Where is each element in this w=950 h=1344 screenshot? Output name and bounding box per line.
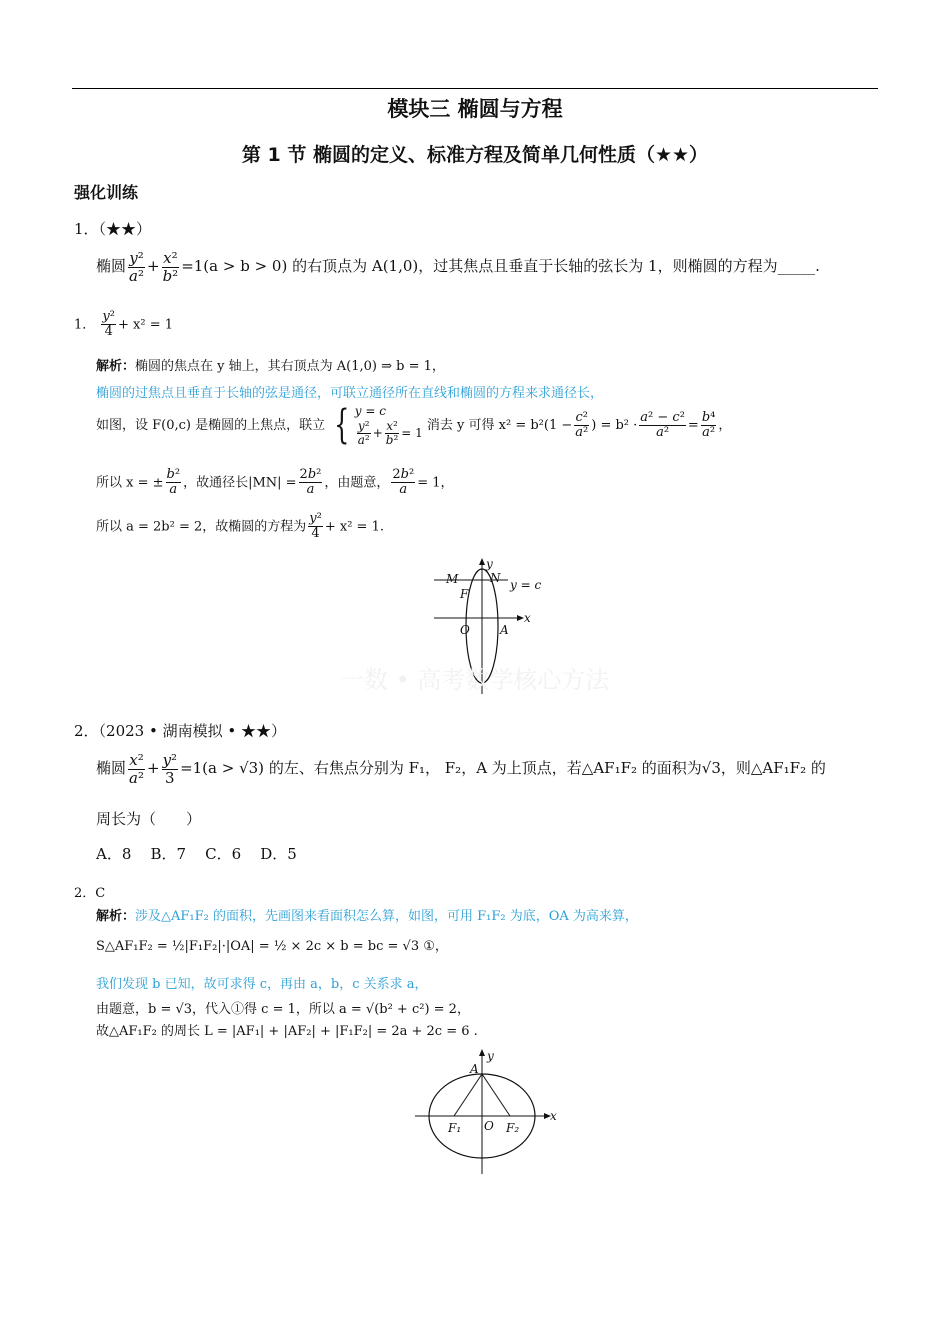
problem2-options bbox=[96, 843, 297, 864]
fig2-label-F2: F₂ bbox=[506, 1121, 520, 1135]
fig1-x-arrow bbox=[517, 615, 524, 621]
fig2-label-A: A bbox=[470, 1062, 479, 1076]
problem2-statement-line2: 周长为（ ） bbox=[96, 810, 202, 828]
option-c: C．6 bbox=[205, 845, 242, 863]
problem1-analysis-line4: 所以 x = ± $\frac{\text{b²}}{a}$ ，故通径长|MN| = $\frac{\text{2b²}}{a}$ ，由题意， $\frac{\text{2b²}}{a}$ = 1， bbox=[96, 467, 454, 498]
fig2-label-x: x bbox=[550, 1109, 557, 1123]
problem2-area-formula: S△AF₁F₂ = ½|F₁F₂|·|OA| = ½ × 2c × b = bc = √3 ①， bbox=[96, 939, 448, 954]
fig1-label-y: y bbox=[486, 557, 493, 571]
line4c: ，由题意， bbox=[324, 475, 390, 491]
problem2-analysis-line1 bbox=[96, 905, 638, 924]
problem1-answer: 1． $\frac{\text{y²}}{4}$ + x² = 1 bbox=[74, 309, 173, 340]
problem2-condition: =1(a > √3) bbox=[180, 759, 265, 777]
option-a: A．8 bbox=[96, 845, 132, 863]
fig2-y-arrow bbox=[479, 1049, 485, 1056]
fig1-label-F: F bbox=[460, 587, 469, 601]
line4d: = 1， bbox=[417, 475, 454, 491]
fig2-line-AF1 bbox=[454, 1074, 482, 1116]
section-label: 强化训练 bbox=[74, 183, 139, 202]
fig1-label-A: A bbox=[500, 623, 509, 637]
problem1-analysis-line5: 所以 a = 2b² = 2，故椭圆的方程为 $\frac{\text{y²}}{4}$ + x² = 1. bbox=[96, 511, 384, 542]
fig1-label-yc: y = c bbox=[510, 578, 542, 592]
fig2-label-F1: F₁ bbox=[448, 1121, 462, 1135]
equation-system: y = c $\frac{\text{y²}}{\text{a²}}$ + $\frac{\text{x²}}{\text{b²}}$ = 1 bbox=[354, 404, 423, 447]
analysis-text: 椭圆的焦点在 y 轴上，其右顶点为 A(1,0) ⇒ b = 1， bbox=[135, 359, 445, 374]
figure2-ellipse bbox=[412, 1046, 562, 1176]
watermark: 一数 • 高考数学核心方法 bbox=[340, 666, 610, 694]
problem1-tip: 椭圆的过焦点且垂直于长轴的弦是通径，可联立通径所在直线和椭圆的方程来求通径长， bbox=[96, 386, 604, 401]
problem1-condition: =1(a > b > 0) bbox=[181, 257, 288, 275]
fig2-label-O: O bbox=[484, 1119, 494, 1133]
option-b: B．7 bbox=[150, 845, 187, 863]
analysis-label-2: 解析： bbox=[96, 909, 136, 924]
fig1-y-arrow bbox=[479, 558, 485, 565]
line3c: ) = b² · bbox=[591, 417, 638, 433]
problem1-statement: 椭圆 $\frac{\text{y²}}{\text{a²}}$ + $\frac{\text{x²}}{\text{b²}}$ =1(a > b > 0) 的右顶点为 A(1,0)，过其焦点且垂直于长轴的弦长为 1，则椭圆的方程为_____. bbox=[96, 249, 820, 285]
option-d: D．5 bbox=[260, 845, 297, 863]
fig2-line-AF2 bbox=[482, 1074, 510, 1116]
problem2-analysis-line3: 由题意，b = √3，代入①得 c = 1，所以 a = √(b² + c²) = 2， bbox=[96, 1002, 470, 1017]
line5a: 所以 a = 2b² = 2，故椭圆的方程为 bbox=[96, 519, 307, 535]
problem1-prefix: 椭圆 bbox=[96, 257, 127, 275]
line5b: + x² = 1. bbox=[324, 519, 384, 535]
fig1-label-M: M bbox=[446, 572, 459, 586]
problem2-answer: 2．C bbox=[74, 886, 106, 901]
fig1-label-O: O bbox=[460, 623, 470, 637]
fig1-label-x: x bbox=[524, 611, 531, 625]
fig2-label-y: y bbox=[487, 1049, 494, 1063]
problem2-tip1: 涉及△AF₁F₂ 的面积，先画图来看面积怎么算，如图，可用 F₁F₂ 为底，OA 为高来算， bbox=[135, 909, 638, 924]
analysis-label: 解析： bbox=[96, 359, 136, 374]
answer-text: + x² = 1 bbox=[118, 317, 173, 333]
problem2-tip2: 我们发现 b 已知，故可求得 c，再由 a，b，c 关系求 a， bbox=[96, 977, 428, 992]
problem2-statement: 椭圆 $\frac{\text{x²}}{\text{a²}}$ + $\frac{\text{y²}}{3}$ =1(a > √3) 的左、右焦点分别为 F₁， F₂，A 为上顶点，若△AF₁F₂ 的面积为√3，则△AF₁F₂ 的 bbox=[96, 751, 826, 787]
module-title: 模块三 椭圆与方程 bbox=[387, 97, 563, 121]
problem2-prefix: 椭圆 bbox=[96, 759, 127, 777]
section-title: 第 1 节 椭圆的定义、标准方程及简单几何性质（★★） bbox=[241, 144, 709, 166]
problem1-analysis-line3: 如图，设 F(0,c) 是椭圆的上焦点，联立 { y = c $\frac{\text{y²}}{\text{a²}}$ + $\frac{\text{x²}}{\text{b²}}$ = 1 消去 y 可得 x² = b²(1 − $\frac{\text{c²}}{\text{a²}}$ ) = b² · $\frac{\text{a² − c²}}{\text{a²}}$ = $\frac{\text{b⁴}}{\text{a²}}$ ， bbox=[96, 402, 732, 449]
line4a: 所以 x = ± bbox=[96, 475, 164, 491]
problem1-number: 1．（★★） bbox=[74, 220, 152, 238]
problem2-analysis-line4: 故△AF₁F₂ 的周长 L = |AF₁| + |AF₂| + |F₁F₂| = 2a + 2c = 6 . bbox=[96, 1024, 478, 1039]
top-rule bbox=[72, 88, 878, 89]
line4b: ，故通径长|MN| = bbox=[183, 475, 297, 491]
problem1-analysis-line1 bbox=[96, 355, 445, 374]
problem2-number: 2．（2023 • 湖南模拟 • ★★） bbox=[74, 722, 286, 740]
answer-label: 1． bbox=[74, 317, 96, 333]
line3a: 如图，设 F(0,c) 是椭圆的上焦点，联立 bbox=[96, 417, 326, 433]
problem2-text: 的左、右焦点分别为 F₁， F₂，A 为上顶点，若△AF₁F₂ 的面积为√3，则△AF₁F₂ 的 bbox=[268, 759, 826, 777]
fig1-label-N: N bbox=[490, 571, 501, 585]
line3b: 消去 y 可得 x² = b²(1 − bbox=[426, 417, 573, 433]
system-brace: { bbox=[334, 402, 350, 449]
problem1-text: 的右顶点为 A(1,0)，过其焦点且垂直于长轴的弦长为 1，则椭圆的方程为_____. bbox=[292, 257, 820, 275]
